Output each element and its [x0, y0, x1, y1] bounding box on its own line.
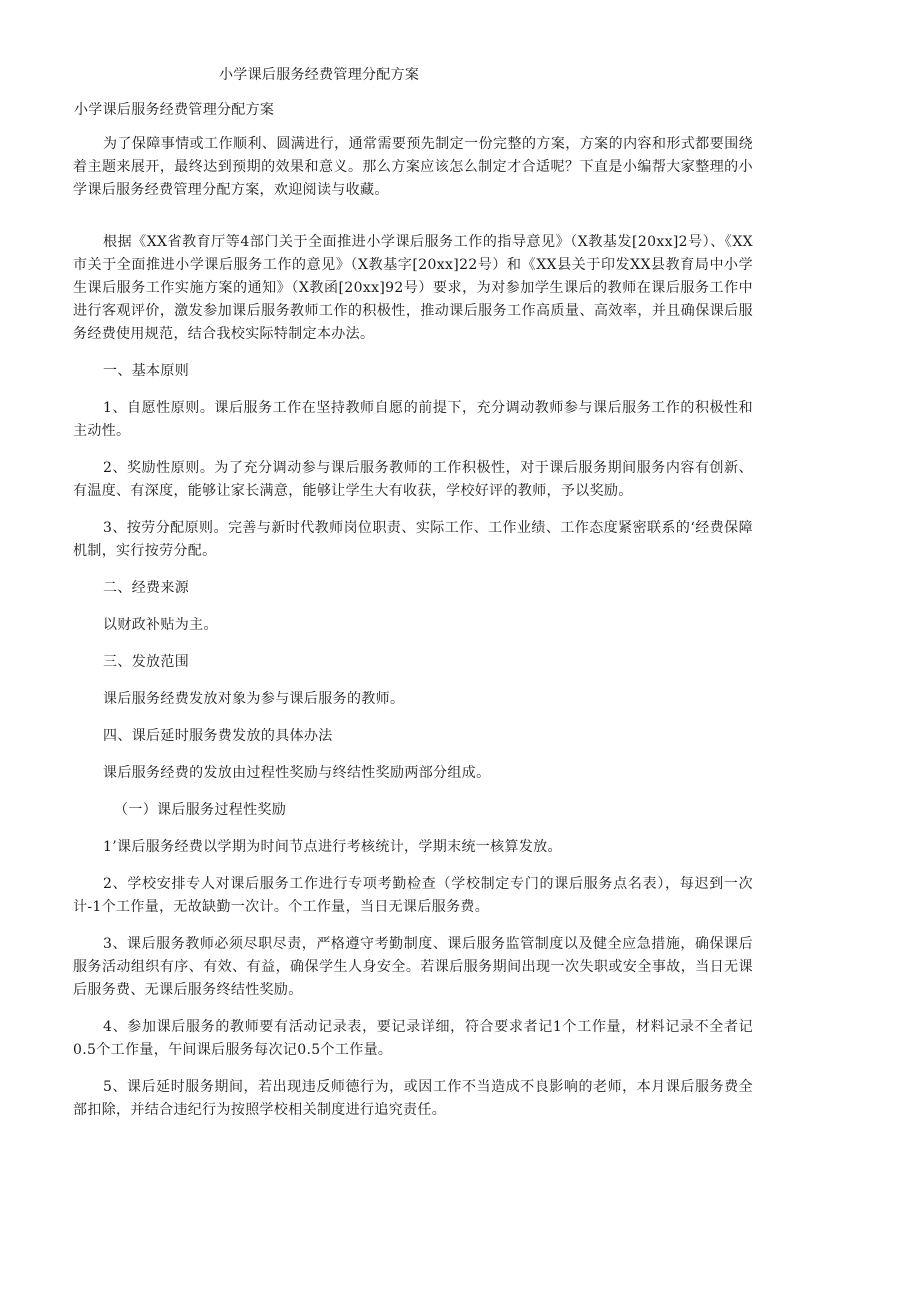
basis-paragraph: 根据《XX省教育厅等4部门关于全面推进小学课后服务工作的指导意见》（X教基发[20xx]2号）、《XX市关于全面推进小学课后服务工作的意见》（X教基字[20xx]22号）和《XX县关于印发XX县教育局中小学生课后服务工作实施方案的通知》（X教函[20xx]92号）要求，为对参加学生课后的教师在课后服务工作中进行客观评价，激发参加课后服务教师工作的积极性，推动课后服务工作高质量、高效率，并且确保课后服务经费使用规范，结合我校实际特制定本办法。	[73, 234, 753, 342]
section-heading-methods: 四、课后延时服务费发放的具体办法	[103, 728, 333, 744]
funding-text: 以财政补贴为主。	[103, 617, 218, 633]
principle-reward: 2、奖励性原则。为了充分调动参与课后服务教师的工作积极性，对于课后服务期间服务内容有创新、有温度、有深度，能够让家长满意，能够让学生大有收获，学校好评的教师，予以奖励。	[73, 460, 753, 499]
rule-item-2: 2、学校安排专人对课后服务工作进行专项考勤检查（学校制定专门的课后服务点名表），每迟到一次计-1个工作量，无故缺勤一次计。个工作量，当日无课后服务费。	[73, 876, 753, 915]
section-heading-principles: 一、基本原则	[103, 363, 190, 379]
rule-item-4: 4、参加课后服务的教师要有活动记录表，要记录详细，符合要求者记1个工作量，材料记录不全者记0.5个工作量，午间课后服务每次记0.5个工作量。	[73, 1019, 753, 1058]
intro-paragraph: 为了保障事情或工作顺利、圆满进行，通常需要预先制定一份完整的方案，方案的内容和形式都要围绕着主题来展开，最终达到预期的效果和意义。那么方案应该怎么制定才合适呢？下直是小编帮大家整理的小学课后服务经费管理分配方案，欢迎阅读与收藏。	[73, 136, 753, 198]
subsection-heading-process: （一）课后服务过程性奖励	[114, 802, 287, 818]
document-body	[73, 133, 753, 1122]
section-heading-scope: 三、发放范围	[103, 654, 190, 670]
rule-item-1: 1’课后服务经费以学期为时间节点进行考核统计，学期末统一核算发放。	[103, 839, 562, 855]
rule-item-3: 3、课后服务教师必须尽职尽责，严格遵守考勤制度、课后服务监管制度以及健全应急措施，确保课后服务活动组织有序、有效、有益，确保学生人身安全。若课后服务期间出现一次失职或安全事故，当日无课后服务费、无课后服务终结性奖励。	[73, 936, 753, 998]
page-title: 小学课后服务经费管理分配方案	[219, 67, 420, 83]
document-subtitle: 小学课后服务经费管理分配方案	[74, 102, 275, 118]
principle-voluntary: 1、自愿性原则。课后服务工作在坚持教师自愿的前提下，充分调动教师参与课后服务工作的积极性和主动性。	[73, 400, 753, 439]
methods-text: 课后服务经费的发放由过程性奖励与终结性奖励两部分组成。	[103, 765, 491, 781]
principle-distribution: 3、按劳分配原则。完善与新时代教师岗位职责、实际工作、工作业绩、工作态度紧密联系的‘经费保障机制，实行按劳分配。	[73, 520, 753, 559]
scope-text: 课后服务经费发放对象为参与课后服务的教师。	[103, 691, 405, 707]
section-heading-funding: 二、经费来源	[103, 580, 190, 596]
rule-item-5: 5、课后延时服务期间，若出现违反师德行为，或因工作不当造成不良影响的老师，本月课后服务费全部扣除，并结合违纪行为按照学校相关制度进行追究责任。	[73, 1079, 753, 1118]
